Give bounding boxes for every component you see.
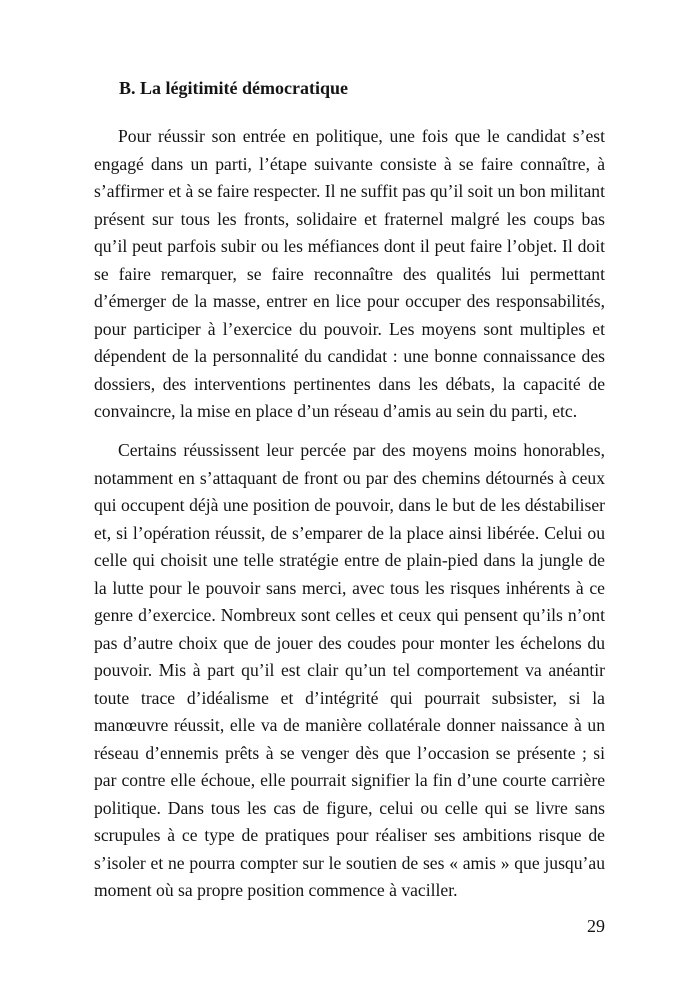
paragraph-2: Certains réussissent leur percée par des moyens moins honorables, notamment en s’attaquant de front ou par des chemins détournés à ceux qui occupent déjà une position de pouvoir, dans le but de les déstabiliser et, si l’opération réussit, de s’emparer de la place ainsi libérée. Celui ou celle qui choisit une telle stratégie entre de plain-pied dans la jungle de la lutte pour le pouvoir sans merci, avec tous les risques inhérents à ce genre d’exercice. Nombreux sont celles et ceux qui pensent qu’ils n’ont pas d’autre choix que de jouer des coudes pour monter les échelons du pouvoir. Mis à part qu’il est clair qu’un tel comportement va anéantir toute trace d’idéalisme et d’intégrité qui pourrait subsister, si la manœuvre réussit, elle va de manière collatérale donner naissance à un réseau d’ennemis prêts à se venger dès que l’occasion se présente ; si par contre elle échoue, elle pourrait signifier la fin d’une courte carrière politique. Dans tous les cas de figure, celui ou celle qui se livre sans scrupules à ce type de pratiques pour réaliser ses ambitions risque de s’isoler et ne pourra compter sur le soutien de ses « amis » que jusqu’au moment où sa propre position commence à vaciller. [94, 440, 605, 900]
page-number: 29 [587, 916, 605, 936]
paragraph-1: Pour réussir son entrée en politique, une fois que le candidat s’est engagé dans un parti, l’étape suivante consiste à se faire connaître, à s’affirmer et à se faire respecter. Il ne suffit pas qu’il soit un bon militant présent sur tous les fronts, solidaire et fraternel malgré les coups bas qu’il peut parfois subir ou les méfiances dont il peut faire l’objet. Il doit se faire remarquer, se faire reconnaître des qualités lui permettant d’émerger de la masse, entrer en lice pour occuper des responsabilités, pour participer à l’exercice du pouvoir. Les moyens sont multiples et dépendent de la personnalité du candidat : une bonne connaissance des dossiers, des interventions pertinentes dans les débats, la capacité de convaincre, la mise en place d’un réseau d’amis au sein du parti, etc. [94, 126, 605, 421]
section-heading: B. La légitimité démocratique [119, 78, 348, 98]
